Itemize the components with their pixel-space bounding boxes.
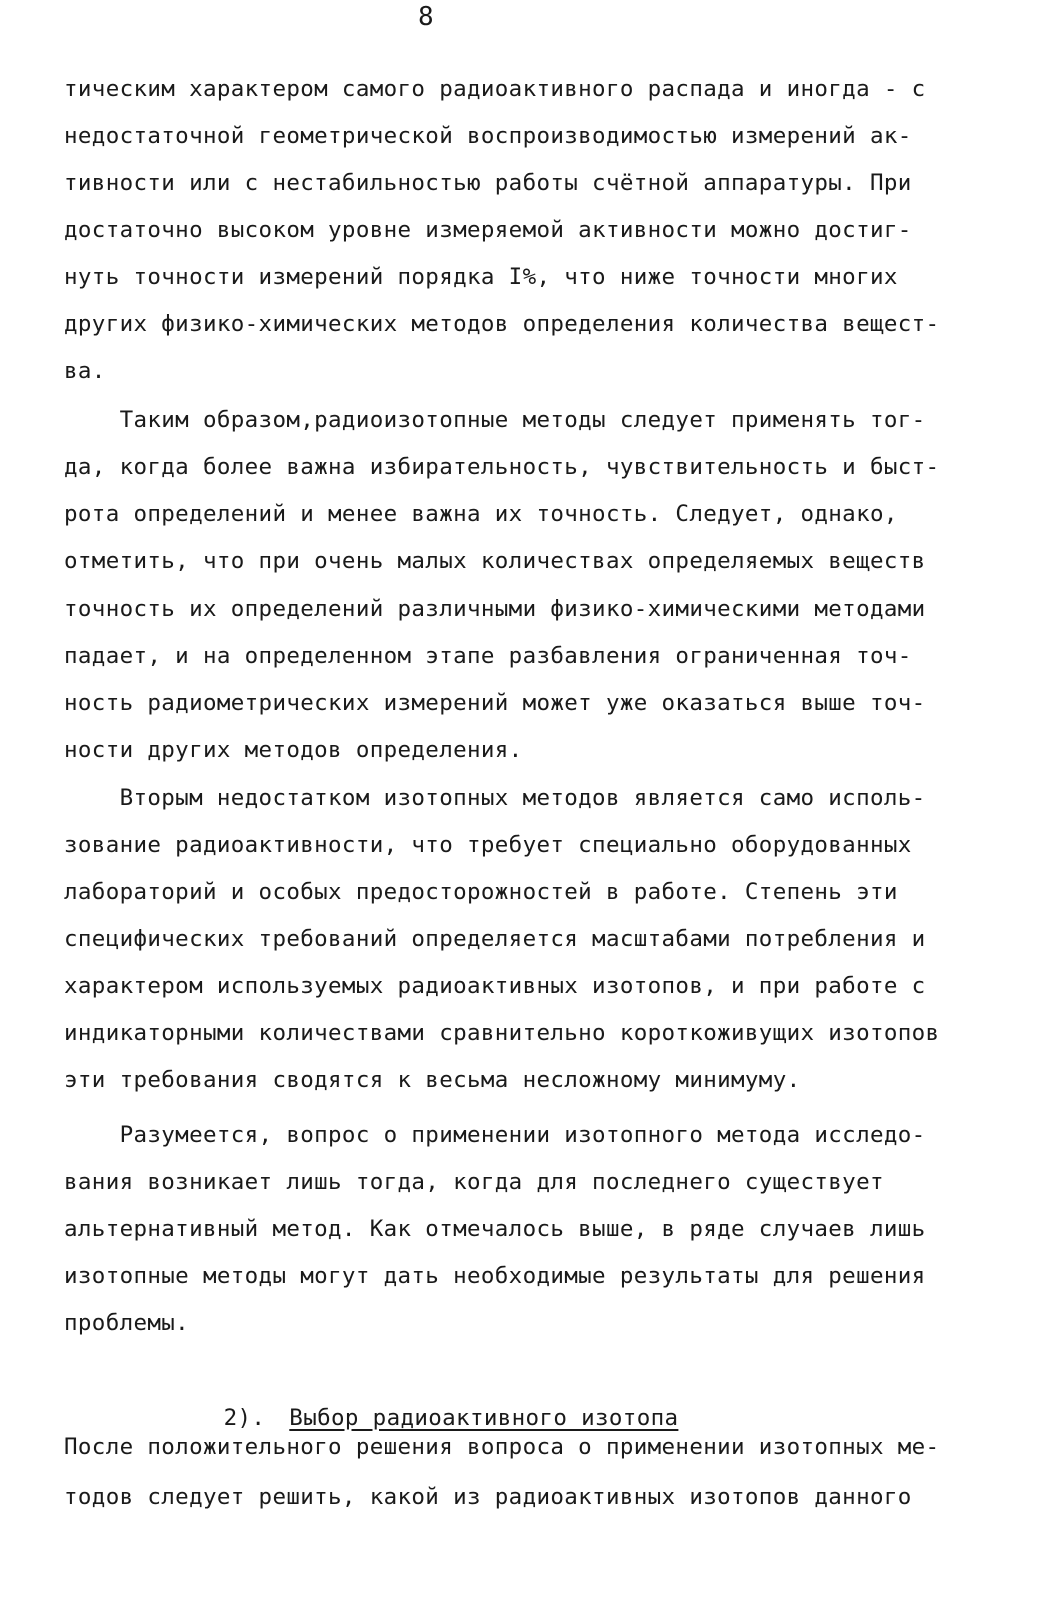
text-line: изотопные методы могут дать необходимые результаты для решения [64, 1263, 926, 1289]
text-line: нуть точности измерений порядка I%, что ниже точности многих [64, 264, 898, 290]
text-line: После положительного решения вопроса о применении изотопных ме- [64, 1434, 940, 1460]
text-line: Разумеется, вопрос о применении изотопного метода исследо- [64, 1122, 926, 1148]
text-line: лабораторий и особых предосторожностей в работе. Степень эти [64, 879, 898, 905]
text-line: достаточно высоком уровне измеряемой активности можно достиг- [64, 217, 912, 243]
text-line: специфических требований определяется масштабами потребления и [64, 926, 926, 952]
text-line: характером используемых радиоактивных изотопов, и при работе с [64, 973, 926, 999]
text-line: рота определений и менее важна их точность. Следует, однако, [64, 501, 898, 527]
section-title: Выбор радиоактивного изотопа [289, 1405, 679, 1431]
text-line: других физико-химических методов определения количества вещест- [64, 311, 940, 337]
text-line: тическим характером самого радиоактивного распада и иногда - с [64, 76, 926, 102]
text-line: отметить, что при очень малых количествах определяемых веществ [64, 548, 926, 574]
text-line: проблемы. [64, 1310, 190, 1336]
text-line: ва. [64, 358, 106, 384]
text-line: тодов следует решить, какой из радиоактивных изотопов данного [64, 1484, 912, 1510]
section-number: 2). [223, 1405, 266, 1431]
text-line: Вторым недостатком изотопных методов является само исполь- [64, 785, 926, 811]
page-number: 8 [418, 2, 434, 32]
text-line: точность их определений различными физико-химическими методами [64, 596, 926, 622]
text-line: падает, и на определенном этапе разбавления ограниченная точ- [64, 643, 912, 669]
text-line: индикаторными количествами сравнительно короткоживущих изотопов [64, 1020, 940, 1046]
text-line: вания возникает лишь тогда, когда для последнего существует [64, 1169, 884, 1195]
text-line: ности других методов определения. [64, 737, 523, 763]
text-line: эти требования сводятся к весьма несложному минимуму. [64, 1067, 801, 1093]
text-line: ность радиометрических измерений может уже оказаться выше точ- [64, 690, 926, 716]
text-line: альтернативный метод. Как отмечалось выше, в ряде случаев лишь [64, 1216, 926, 1242]
text-line: недостаточной геометрической воспроизводимостью измерений ак- [64, 123, 912, 149]
text-line: тивности или с нестабильностью работы счётной аппаратуры. При [64, 170, 912, 196]
text-line: да, когда более важна избирательность, чувствительность и быст- [64, 454, 940, 480]
text-line: Таким образом,радиоизотопные методы следует применять тог- [64, 407, 926, 433]
text-line: зование радиоактивности, что требует специально оборудованных [64, 832, 912, 858]
